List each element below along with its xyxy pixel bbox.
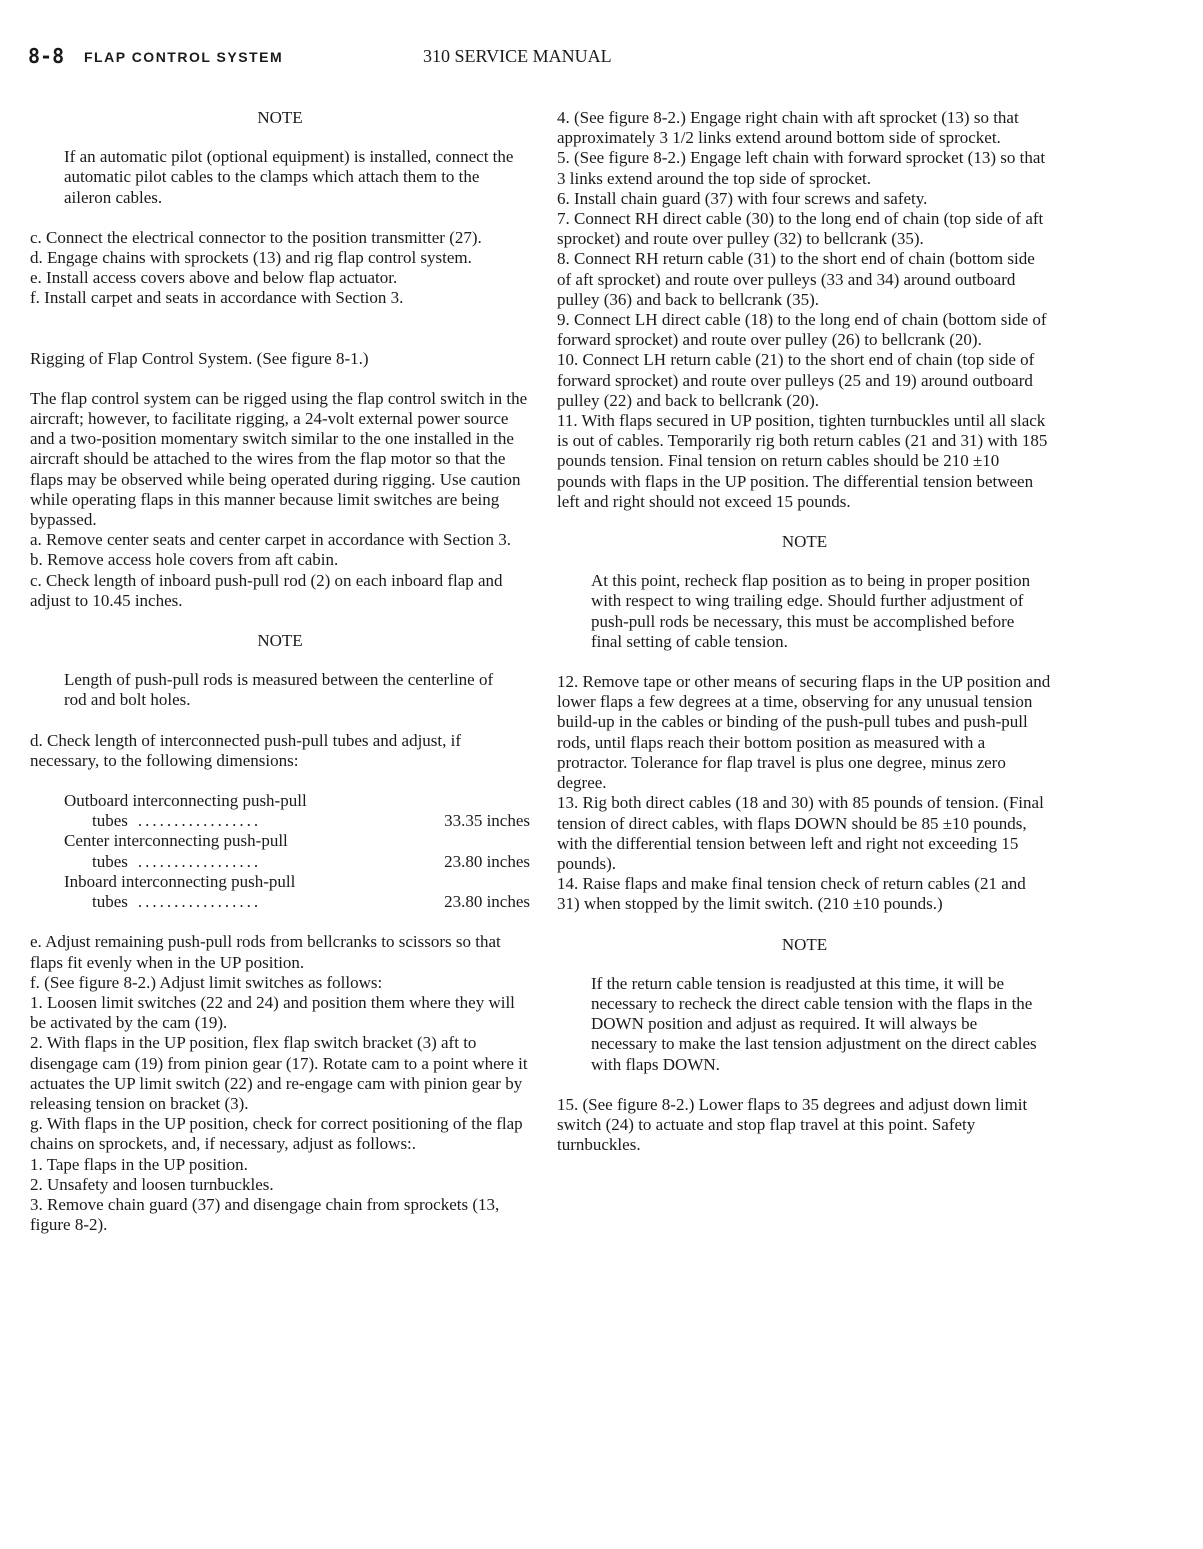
- note-readjust-tension: If the return cable tension is readjusted at this time, it will be necessary to recheck the direct cable tension with the flaps in the DOWN position and adjust as required. It will always be necessary to make the last tension adjustment on the direct cables with flaps DOWN.: [591, 973, 1037, 1074]
- rigging-step-b: b. Remove access hole covers from aft cabin.: [30, 550, 339, 570]
- step-12: 12. Remove tape or other means of securing flaps in the UP position and lower flaps a few degrees at a time, observing for any unusual tension build-up in the cables or binding of the push-pull tubes and push-pull rods, until flaps reach their bottom position as measured with a protractor. Tolerance for flap travel is plus one degree, minus zero degree.: [557, 672, 1051, 793]
- rigging-step-g: g. With flaps in the UP position, check for correct positioning of the flap chains on sprockets, and, if necessary, adjust as follows:.: [30, 1114, 523, 1154]
- step-d-engage-chains: d. Engage chains with sprockets (13) and rig flap control system.: [30, 248, 472, 268]
- note-recheck-flap: At this point, recheck flap position as to being in proper position with respect to wing trailing edge. Should further adjustment of push-pull rods be necessary, this must be accomplished before final setting of cable tension.: [591, 571, 1031, 651]
- dimension-leader: .................: [137, 811, 262, 831]
- rigging-heading: Rigging of Flap Control System. (See figure 8-1.): [30, 348, 369, 368]
- step-13: 13. Rig both direct cables (18 and 30) with 85 pounds of tension. (Final tension of direct cables, with flaps DOWN should be 85 ±10 pounds, with the differential tension between left and right not exceeding 15 pounds).: [557, 793, 1044, 873]
- dimension-value: 33.35 inches: [444, 811, 530, 831]
- dimension-sub: tubes: [92, 892, 128, 912]
- dimension-name: Outboard interconnecting push-pull: [64, 791, 307, 811]
- rigging-step-f2: 2. With flaps in the UP position, flex flap switch bracket (3) aft to disengage cam (19) from pinion gear (17). Rotate cam to a point where it actuates the UP limit switch (22) and re-engage cam with pinion gear by releasing tension on bracket (3).: [30, 1033, 528, 1113]
- dimension-sub: tubes: [92, 851, 128, 871]
- note-heading: NOTE: [257, 631, 303, 651]
- dimension-row: [64, 892, 530, 912]
- step-7: 7. Connect RH direct cable (30) to the long end of chain (top side of aft sprocket) and route over pulley (32) to bellcrank (35).: [557, 209, 1044, 249]
- rigging-step-f: f. (See figure 8-2.) Adjust limit switches as follows:: [30, 972, 383, 992]
- dimension-value: 23.80 inches: [444, 892, 530, 912]
- step-9: 9. Connect LH direct cable (18) to the long end of chain (bottom side of forward sprocket) and route over pulley (26) to bellcrank (20).: [557, 310, 1047, 350]
- rigging-step-d: d. Check length of interconnected push-pull tubes and adjust, if necessary, to the following dimensions:: [30, 730, 462, 770]
- step-c-connect-connector: c. Connect the electrical connector to the position transmitter (27).: [30, 227, 482, 247]
- step-11: 11. With flaps secured in UP position, tighten turnbuckles until all slack is out of cables. Temporarily rig both return cables (21 and 31) with 185 pounds tension. Final tension on return cables should be 210 ±10 pounds with flaps in the UP position. The differential tension between left and right should not exceed 15 pounds.: [557, 411, 1048, 511]
- rigging-step-c: c. Check length of inboard push-pull rod (2) on each inboard flap and adjust to 10.45 inches.: [30, 570, 503, 610]
- rigging-intro: The flap control system can be rigged using the flap control switch in the aircraft; however, to facilitate rigging, a 24-volt external power source and a two-position momentary switch similar to the one installed in the aircraft should be attached to the wires from the flap motor so that the flaps may be observed while being operated during rigging. Use caution while operating flaps in this manner because limit switches are being bypassed.: [30, 388, 528, 530]
- step-e-install-covers: e. Install access covers above and below flap actuator.: [30, 268, 398, 288]
- rigging-step-g1: 1. Tape flaps in the UP position.: [30, 1154, 248, 1174]
- rigging-step-e: e. Adjust remaining push-pull rods from bellcranks to scissors so that flaps fit evenly when in the UP position.: [30, 932, 501, 972]
- dimension-value: 23.80 inches: [444, 851, 530, 871]
- rigging-step-f1: 1. Loosen limit switches (22 and 24) and position them where they will be activated by the cam (19).: [30, 992, 515, 1033]
- dimension-name: Center interconnecting push-pull: [64, 831, 288, 851]
- page-number: 8-8: [28, 44, 65, 68]
- dimension-table: [64, 791, 530, 912]
- dimension-row: [64, 852, 530, 872]
- step-15: 15. (See figure 8-2.) Lower flaps to 35 degrees and adjust down limit switch (24) to actuate and stop flap travel at this point. Safety turnbuckles.: [557, 1094, 1028, 1155]
- step-10: 10. Connect LH return cable (21) to the short end of chain (top side of forward sprocket) and route over pulleys (25 and 19) around outboard pulley (22) and back to bellcrank (20).: [557, 350, 1035, 410]
- step-5: 5. (See figure 8-2.) Engage left chain with forward sprocket (13) so that 3 links extend around the top side of sprocket.: [557, 148, 1046, 188]
- dimension-leader: .................: [137, 851, 262, 871]
- section-title: FLAP CONTROL SYSTEM: [84, 49, 284, 65]
- step-6: 6. Install chain guard (37) with four screws and safety.: [557, 188, 928, 208]
- note-autopilot: If an automatic pilot (optional equipment) is installed, connect the automatic pilot cables to the clamps which attach them to the aileron cables.: [64, 147, 514, 207]
- dimension-row: [64, 811, 530, 831]
- note-heading: NOTE: [781, 532, 828, 552]
- right-column: [557, 108, 1052, 1155]
- note-push-pull-measure: Length of push-pull rods is measured between the centerline of rod and bolt holes.: [64, 670, 494, 710]
- manual-title: 310 SERVICE MANUAL: [423, 46, 612, 66]
- step-14: 14. Raise flaps and make final tension check of return cables (21 and 31) when stopped by the limit switch. (210 ±10 pounds.): [557, 874, 1026, 914]
- step-4: 4. (See figure 8-2.) Engage right chain with aft sprocket (13) so that approximately 3 1/2 links extend around bottom side of sprocket.: [557, 108, 1019, 148]
- step-8: 8. Connect RH return cable (31) to the short end of chain (bottom side of aft sprocket) and route over pulleys (33 and 34) around outboard pulley (36) and back to bellcrank (35).: [557, 249, 1035, 309]
- note-heading: NOTE: [781, 934, 828, 954]
- page-header: [28, 44, 1175, 74]
- dimension-sub: tubes: [92, 811, 128, 831]
- rigging-step-g2: 2. Unsafety and loosen turnbuckles.: [30, 1174, 274, 1194]
- rigging-step-a: a. Remove center seats and center carpet in accordance with Section 3.: [30, 530, 511, 550]
- dimension-name: Inboard interconnecting push-pull: [64, 871, 296, 891]
- rigging-step-g3: 3. Remove chain guard (37) and disengage chain from sprockets (13, figure 8-2).: [30, 1194, 500, 1235]
- left-column: [30, 108, 530, 1235]
- step-f-install-carpet: f. Install carpet and seats in accordance with Section 3.: [30, 288, 404, 308]
- note-heading: NOTE: [257, 108, 303, 127]
- dimension-leader: .................: [137, 892, 262, 912]
